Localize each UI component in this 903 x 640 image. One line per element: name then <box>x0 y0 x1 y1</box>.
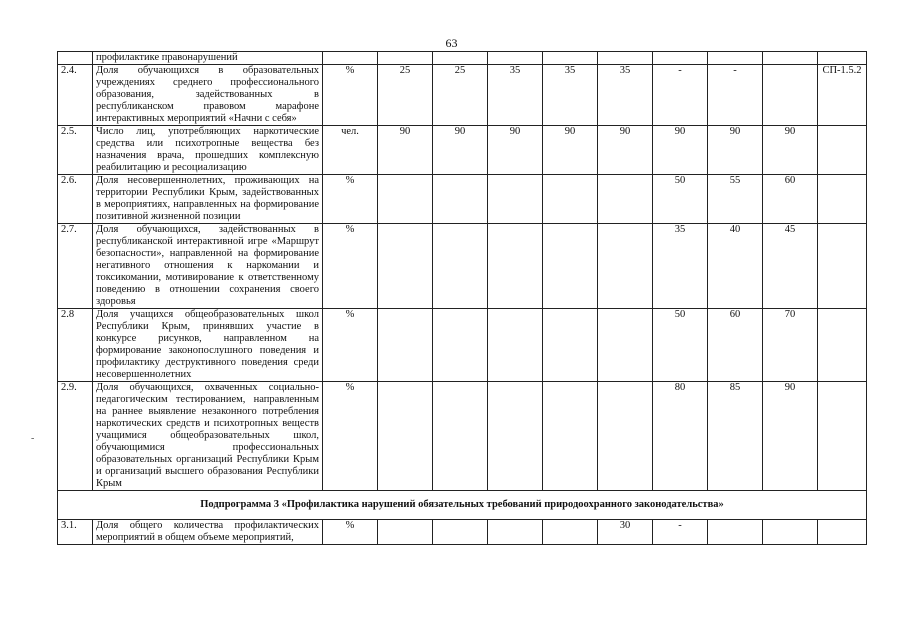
value-cell <box>763 65 818 126</box>
value-cell <box>378 175 433 224</box>
value-cell: 60 <box>763 175 818 224</box>
row-number: 2.9. <box>58 382 93 491</box>
value-cell <box>653 52 708 65</box>
value-cell <box>543 224 598 309</box>
indicator-description: Доля учащихся общеобразовательных школ Республики Крым, принявших участие в конкурсе рисунков, направленном на формирование законопослушного поведения и профилактику деструктивного поведения среди несовершеннолетних <box>93 309 323 382</box>
indicator-description: Доля общего количества профилактических мероприятий в общем объеме мероприятий, <box>93 520 323 545</box>
value-cell: 90 <box>708 126 763 175</box>
table-row <box>58 175 867 224</box>
unit-cell: чел. <box>323 126 378 175</box>
value-cell <box>433 224 488 309</box>
value-cell: 90 <box>763 382 818 491</box>
stray-mark: - <box>31 433 35 444</box>
value-cell: 80 <box>653 382 708 491</box>
value-cell <box>488 382 543 491</box>
indicator-description: Доля обучающихся, охваченных социально-педагогическим тестированием, направленным на раннее выявление незаконного потребления наркотических средств и психотропных веществ учащимися общеобразовательных школ, обучающимися профессиональных образовательных организаций Республики Крым и организаций высшего образования Республики Крым <box>93 382 323 491</box>
value-cell <box>763 52 818 65</box>
unit-cell: % <box>323 382 378 491</box>
value-cell <box>433 52 488 65</box>
unit-cell: % <box>323 175 378 224</box>
row-number: 3.1. <box>58 520 93 545</box>
table-row <box>58 309 867 382</box>
table-row <box>58 382 867 491</box>
subprogram-header-row <box>58 491 867 520</box>
row-number: 2.7. <box>58 224 93 309</box>
value-cell <box>598 309 653 382</box>
table-row <box>58 520 867 545</box>
value-cell <box>708 520 763 545</box>
value-cell: 40 <box>708 224 763 309</box>
code-cell <box>818 52 867 65</box>
value-cell <box>433 309 488 382</box>
value-cell <box>488 52 543 65</box>
value-cell: 25 <box>378 65 433 126</box>
value-cell <box>433 175 488 224</box>
value-cell: 30 <box>598 520 653 545</box>
value-cell <box>488 175 543 224</box>
indicators-table <box>57 51 867 545</box>
value-cell: 85 <box>708 382 763 491</box>
code-cell <box>818 224 867 309</box>
value-cell <box>543 382 598 491</box>
table-row <box>58 224 867 309</box>
unit-cell: % <box>323 65 378 126</box>
value-cell: 90 <box>543 126 598 175</box>
code-cell <box>818 309 867 382</box>
value-cell <box>378 224 433 309</box>
value-cell <box>488 309 543 382</box>
row-number <box>58 52 93 65</box>
value-cell: 35 <box>598 65 653 126</box>
value-cell: 45 <box>763 224 818 309</box>
value-cell: 70 <box>763 309 818 382</box>
value-cell <box>543 309 598 382</box>
value-cell <box>708 52 763 65</box>
value-cell <box>378 52 433 65</box>
unit-cell: % <box>323 309 378 382</box>
row-number: 2.6. <box>58 175 93 224</box>
value-cell <box>378 309 433 382</box>
value-cell: 50 <box>653 309 708 382</box>
indicator-description: Доля обучающихся в образовательных учреждениях среднего профессионального образования, задействованных в республиканском правовом марафоне интерактивных мероприятий «Начни с себя» <box>93 65 323 126</box>
value-cell: 35 <box>488 65 543 126</box>
indicator-description: Число лиц, употребляющих наркотические средства или психотропные вещества без назначения врача, прошедших комплексную реабилитацию и ресоциализацию <box>93 126 323 175</box>
code-cell <box>818 175 867 224</box>
indicator-description: Доля несовершеннолетних, проживающих на территории Республики Крым, задействованных в мероприятиях, направленных на формирование позитивной жизненной позиции <box>93 175 323 224</box>
value-cell: 60 <box>708 309 763 382</box>
code-cell: СП-1.5.2 <box>818 65 867 126</box>
page-number: 63 <box>445 36 458 50</box>
code-cell <box>818 126 867 175</box>
row-number: 2.4. <box>58 65 93 126</box>
unit-cell <box>323 52 378 65</box>
value-cell <box>598 224 653 309</box>
value-cell: 90 <box>763 126 818 175</box>
subprogram-title: Подпрограмма 3 «Профилактика нарушений обязательных требований природоохранного законодательства» <box>58 491 867 520</box>
value-cell <box>543 520 598 545</box>
value-cell: 50 <box>653 175 708 224</box>
value-cell: - <box>653 520 708 545</box>
value-cell <box>543 175 598 224</box>
value-cell <box>543 52 598 65</box>
value-cell: 90 <box>433 126 488 175</box>
indicator-description: Доля обучающихся, задействованных в республиканской интерактивной игре «Маршрут безопасности», направленной на формирование негативного отношения к наркомании и токсикомании, мотивирование к ответственному поведению в отношении сохранения своего здоровья <box>93 224 323 309</box>
value-cell: 25 <box>433 65 488 126</box>
table-row <box>58 52 867 65</box>
table-row <box>58 65 867 126</box>
indicator-description: профилактике правонарушений <box>93 52 323 65</box>
value-cell <box>763 520 818 545</box>
row-number: 2.5. <box>58 126 93 175</box>
value-cell: 90 <box>378 126 433 175</box>
code-cell <box>818 382 867 491</box>
value-cell <box>378 382 433 491</box>
value-cell <box>598 382 653 491</box>
value-cell <box>488 224 543 309</box>
value-cell: - <box>653 65 708 126</box>
value-cell: 35 <box>543 65 598 126</box>
unit-cell: % <box>323 520 378 545</box>
value-cell: 90 <box>488 126 543 175</box>
value-cell: 55 <box>708 175 763 224</box>
value-cell <box>598 175 653 224</box>
row-number: 2.8 <box>58 309 93 382</box>
value-cell <box>378 520 433 545</box>
value-cell: 35 <box>653 224 708 309</box>
value-cell: 90 <box>598 126 653 175</box>
value-cell: 90 <box>653 126 708 175</box>
value-cell <box>488 520 543 545</box>
value-cell <box>433 382 488 491</box>
table-row <box>58 126 867 175</box>
value-cell: - <box>708 65 763 126</box>
value-cell <box>598 52 653 65</box>
code-cell <box>818 520 867 545</box>
unit-cell: % <box>323 224 378 309</box>
value-cell <box>433 520 488 545</box>
